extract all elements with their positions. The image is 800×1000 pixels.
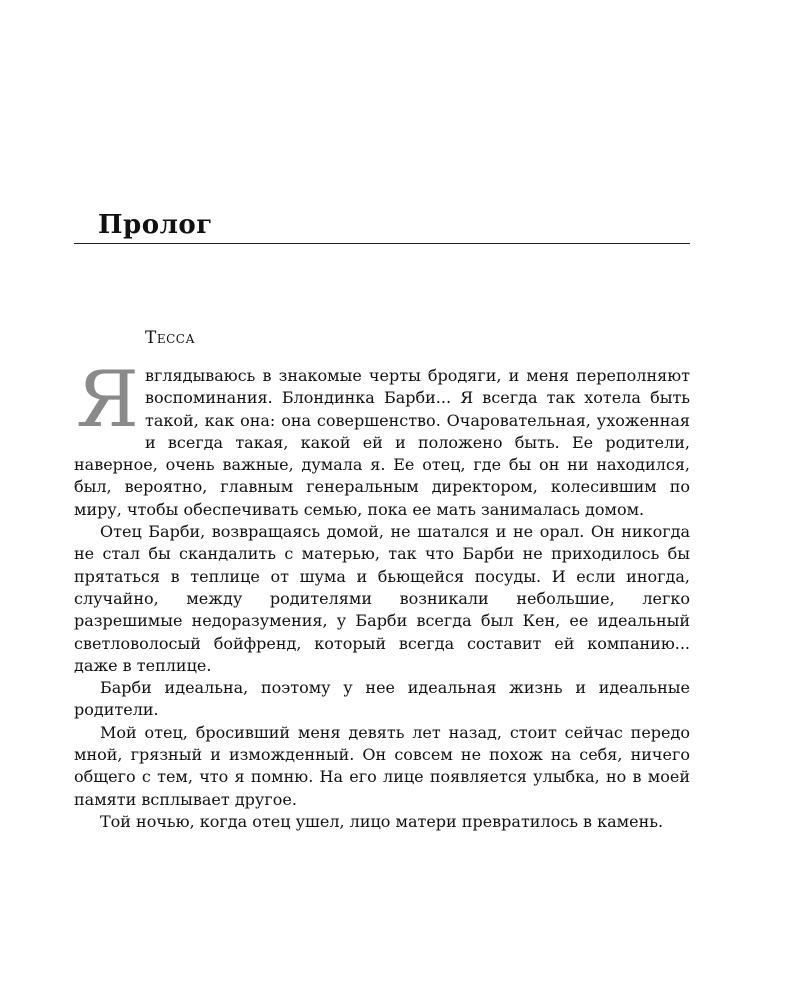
paragraph-1-text: вглядываюсь в знакомые черты бродяги, и меня переполняют воспоминания. Блондинка Барби... Я всегда так хотела быть такой, как она: она совершенство. Очаровательная, ухоженная и всегда такая, какой ей и положено быть. Ее родители, наверное, очень важные, думала я. Ее отец, где бы он ни находился, был, вероятно, главным генеральным директором, колесившим по миру, чтобы обеспечивать семью, пока ее мать занималась домом.	[74, 366, 690, 519]
drop-cap: Я	[76, 355, 139, 445]
paragraph-5: Той ночью, когда отец ушел, лицо матери превратилось в камень.	[100, 811, 664, 831]
narrator-name: Тесса	[145, 328, 196, 348]
paragraph-2: Отец Барби, возвращаясь домой, не шатался и не орал. Он никогда не стал бы скандалить с матерью, так что Барби не приходилось бы прятаться в теплице от шума и бьющейся посуды. И если иногда, случайно, между родителями возникали небольшие, легко разрешимые недоразумения, у Барби всегда был Кен, ее идеальный светловолосый бойфренд, который всегда составит ей компанию... даже в теплице.	[74, 522, 690, 675]
chapter-title: Пролог	[98, 210, 213, 240]
paragraph-1	[74, 355, 690, 521]
title-rule	[74, 243, 690, 244]
paragraph-4: Мой отец, бросивший меня девять лет назад, стоит сейчас передо мной, грязный и изможденный. Он совсем не похож на себя, ничего общего с тем, что я помню. На его лице появляется улыбка, но в моей памяти всплывает другое.	[74, 722, 690, 809]
body-text	[74, 355, 690, 833]
paragraph-3: Барби идеальна, поэтому у нее идеальная жизнь и идеальные родители.	[74, 678, 690, 720]
